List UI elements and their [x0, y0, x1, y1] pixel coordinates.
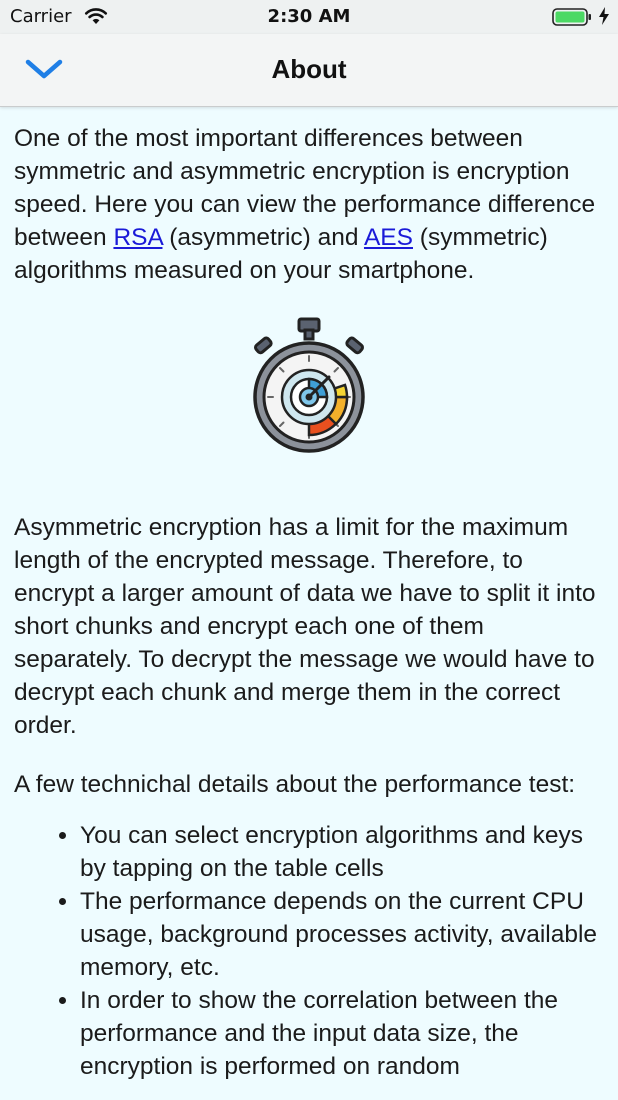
intro-text-end: (symmetric) algorithms measured on your smartphone.	[14, 224, 548, 284]
details-intro-paragraph: A few technichal details about the performance test:	[14, 771, 576, 798]
intro-text-start: One of the most important differences between symmetric and asymmetric encryption is encryption speed. Here you can view the performance difference between	[14, 125, 596, 251]
intro-paragraph	[14, 122, 604, 287]
list-item: • The performance depends on the current CPU usage, background processes activity, available memory, etc.	[80, 885, 604, 984]
charging-bolt-icon	[598, 6, 610, 26]
rsa-link[interactable]: RSA	[113, 224, 163, 251]
illustration	[14, 315, 604, 455]
chunking-paragraph: Asymmetric encryption has a limit for the maximum length of the encrypted message. Therefore, to encrypt a larger amount of data we have to split it into short chunks and encrypt each one of them separately. To decrypt the message we would have to decrypt each chunk and merge them in the correct order.	[14, 514, 596, 739]
navigation-bar	[0, 34, 618, 107]
details-list	[14, 819, 604, 1083]
status-time: 2:30 AM	[267, 6, 351, 27]
list-item: • In order to show the correlation between the performance and the input data size, the encryption is performed on random	[80, 984, 604, 1083]
stopwatch-icon	[247, 315, 371, 455]
carrier-label: Carrier	[10, 6, 72, 27]
list-item: • You can select encryption algorithms and keys by tapping on the table cells	[80, 819, 604, 885]
battery-icon	[552, 7, 592, 27]
aes-link[interactable]: AES	[363, 224, 413, 251]
status-bar	[0, 0, 618, 34]
about-content	[14, 122, 604, 1083]
page-title: About	[271, 54, 347, 84]
intro-text-middle: (asymmetric) and	[162, 224, 364, 251]
